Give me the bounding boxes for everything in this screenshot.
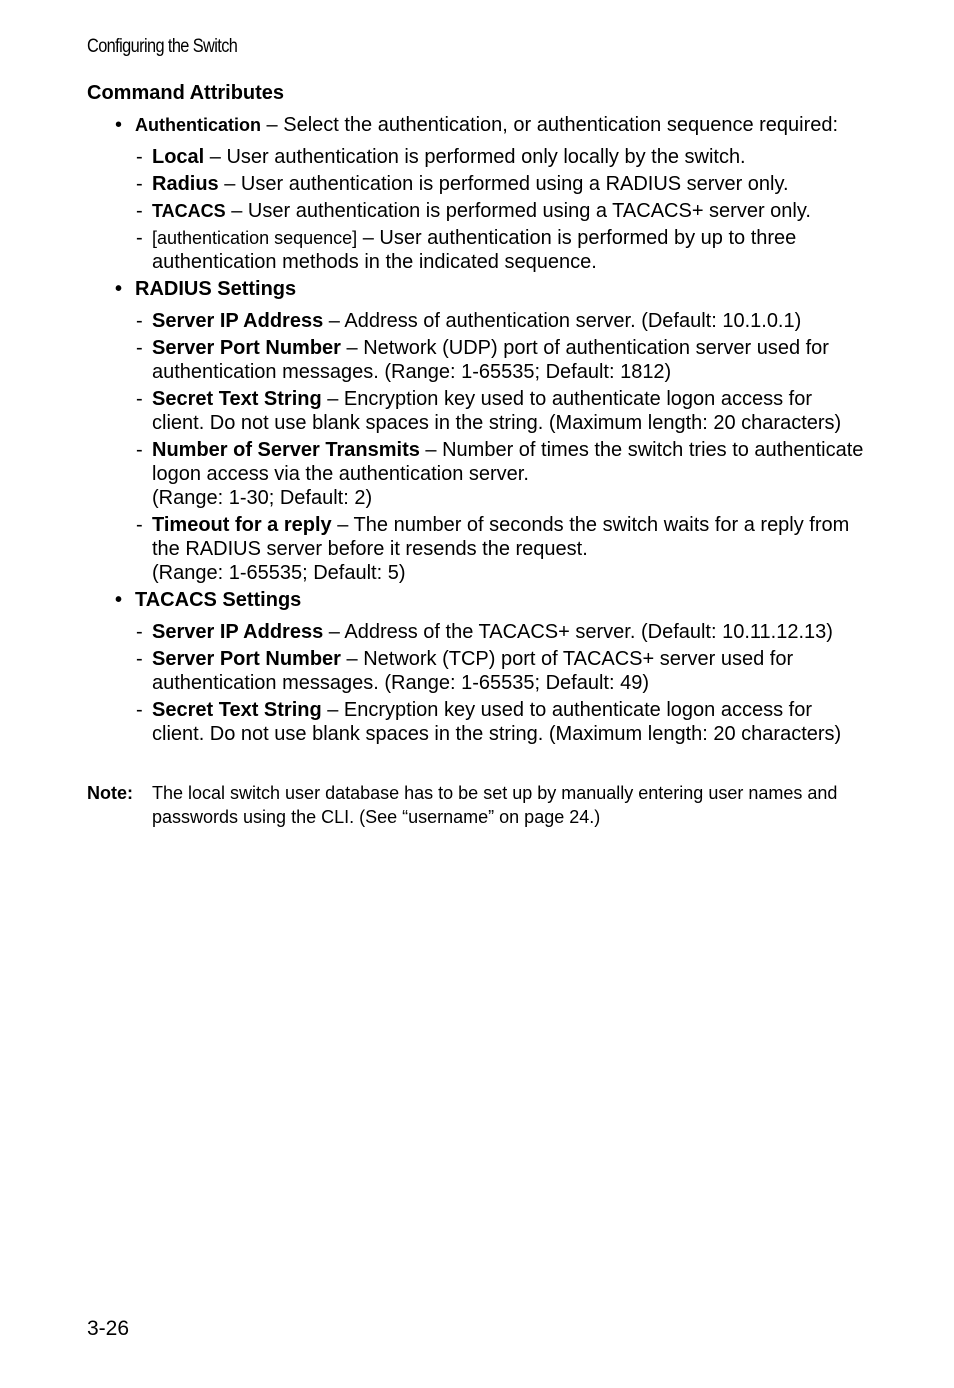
bullet-mark: • [115,589,123,611]
setting-term: Number of Server Transmits [152,439,420,461]
auth-option-tacacs [87,199,867,223]
radius-server-port [87,336,867,384]
auth-option-desc: – User authentication is performed using a RADIUS server only. [218,173,789,195]
auth-option-radius [87,172,867,196]
page-number: 3-26 [87,1317,130,1340]
authentication-bullet [87,113,867,137]
setting-term: Server Port Number [152,337,341,359]
radius-timeout [87,513,867,585]
setting-range: (Range: 1-65535; Default: 5) [152,562,406,584]
tacacs-server-ip [87,620,867,644]
tacacs-secret-text [87,698,867,746]
radius-secret-text [87,387,867,435]
auth-option-desc: – User authentication is performed using a TACACS+ server only. [225,200,811,222]
setting-term: Secret Text String [152,699,322,721]
dash-mark: - [136,648,143,670]
setting-desc: – Network (UDP) port of authentication server used for authentication messages. (Range: 1-65535; Default: 1812) [152,337,829,383]
command-attributes-list [87,113,867,746]
dash-mark: - [136,310,143,332]
setting-desc: – Address of the TACACS+ server. (Default: 10.11.12.13) [323,621,833,643]
radius-settings-title: RADIUS Settings [135,278,297,300]
setting-desc: – Network (TCP) port of TACACS+ server used for authentication messages. (Range: 1-65535; Default: 49) [152,648,794,694]
auth-option-sequence [87,226,867,274]
tacacs-server-port [87,647,867,695]
running-header: Configuring the Switch [87,36,238,57]
dash-mark: - [136,146,143,168]
auth-option-desc: – User authentication is performed only locally by the switch. [204,146,746,168]
bullet-mark: • [115,114,123,136]
auth-option-term: TACACS [152,201,226,221]
radius-server-transmits [87,438,867,510]
auth-option-term: [authentication sequence] [152,228,358,248]
note-label: Note: [87,783,133,803]
dash-mark: - [136,439,143,461]
note-block [87,781,867,829]
setting-term: Server IP Address [152,621,324,643]
dash-mark: - [136,337,143,359]
auth-option-term: Local [152,146,205,168]
tacacs-settings-title: TACACS Settings [135,589,302,611]
setting-term: Server IP Address [152,310,324,332]
auth-option-local [87,145,867,169]
section-title: Command Attributes [87,82,285,104]
authentication-term: Authentication [135,115,261,135]
dash-mark: - [136,173,143,195]
setting-term: Timeout for a reply [152,514,332,536]
setting-term: Secret Text String [152,388,322,410]
auth-option-term: Radius [152,173,219,195]
setting-desc: – Number of times the switch tries to authenticate logon access via the authentication server. [152,439,864,485]
radius-server-ip [87,309,867,333]
dash-mark: - [136,388,143,410]
setting-desc: – Encryption key used to authenticate logon access for client. Do not use blank spaces in the string. (Maximum length: 20 characters) [152,388,842,434]
dash-mark: - [136,699,143,721]
radius-settings-bullet [87,277,867,301]
bullet-mark: • [115,278,123,300]
setting-desc: – The number of seconds the switch waits for a reply from the RADIUS server before it resends the request. [152,514,850,560]
dash-mark: - [136,227,143,249]
note-text: The local switch user database has to be set up by manually entering user names and passwords using the CLI. (See “username” on page 24.) [152,783,838,827]
setting-desc: – Address of authentication server. (Default: 10.1.0.1) [323,310,802,332]
setting-range: (Range: 1-30; Default: 2) [152,487,373,509]
setting-term: Server Port Number [152,648,341,670]
auth-option-desc: – User authentication is performed by up to three authentication methods in the indicated sequence. [152,227,797,273]
setting-desc: – Encryption key used to authenticate logon access for client. Do not use blank spaces in the string. (Maximum length: 20 characters) [152,699,842,745]
dash-mark: - [136,200,143,222]
tacacs-settings-bullet [87,588,867,612]
dash-mark: - [136,514,143,536]
authentication-desc: – Select the authentication, or authentication sequence required: [261,114,839,136]
dash-mark: - [136,621,143,643]
